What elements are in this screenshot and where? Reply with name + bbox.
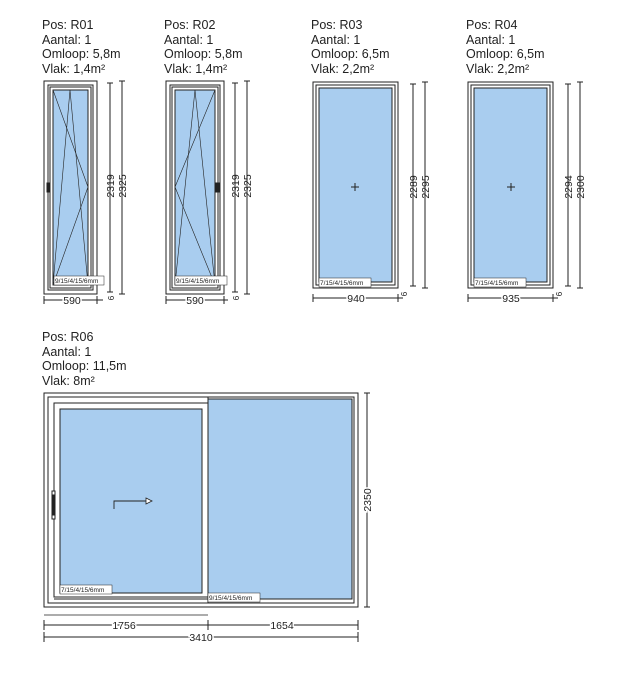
handle (216, 183, 219, 192)
pos-label: Pos: R01 (42, 18, 94, 32)
small-dim-label: 6 (107, 295, 116, 301)
width-total-label: 3410 (189, 632, 213, 644)
width-label: 935 (502, 293, 520, 305)
glass-spec-label: 9/15/4/15/6mm (55, 278, 99, 285)
width-label: 590 (186, 295, 204, 307)
omloop-label: Omloop: 5,8m (42, 47, 121, 61)
handle (47, 183, 50, 192)
pos-label: Pos: R06 (42, 330, 94, 344)
omloop-label: Omloop: 11,5m (42, 359, 127, 373)
glass-spec-label: 7/15/4/15/6mm (320, 280, 364, 287)
vlak-label: Vlak: 8m² (42, 373, 95, 388)
width-label: 940 (347, 293, 365, 305)
pos-label: Pos: R03 (311, 18, 363, 32)
glass-pane-right (208, 399, 352, 599)
glass-pane (53, 90, 88, 285)
height-outer-label: 2325 (117, 174, 129, 198)
height-inner-label: 2319 (105, 174, 117, 198)
height-outer-label: 2295 (420, 175, 432, 199)
omloop-label: Omloop: 6,5m (311, 47, 390, 61)
height-inner-label: 2319 (230, 174, 242, 198)
glass-spec-label-right: 9/15/4/15/6mm (209, 595, 253, 602)
aantal-label: Aantal: 1 (164, 32, 214, 47)
pos-label: Pos: R04 (466, 18, 518, 32)
aantal-label: Aantal: 1 (42, 344, 92, 359)
vlak-label: Vlak: 2,2m² (311, 61, 375, 76)
glass-spec-label: 7/15/4/15/6mm (475, 280, 519, 287)
width-left-label: 1756 (112, 620, 136, 632)
vlak-label: Vlak: 1,4m² (164, 61, 228, 76)
small-dim-label: 6 (232, 295, 241, 301)
height-outer-label: 2325 (242, 174, 254, 198)
height-inner-label: 2289 (408, 175, 420, 199)
vlak-label: Vlak: 2,2m² (466, 61, 530, 76)
small-dim-label: 6 (555, 291, 564, 297)
glass-spec-label: 9/15/4/15/6mm (176, 278, 220, 285)
pos-label: Pos: R02 (164, 18, 216, 32)
window-r06 (44, 393, 370, 642)
aantal-label: Aantal: 1 (466, 32, 516, 47)
width-label: 590 (63, 295, 81, 307)
height-label: 2350 (362, 488, 374, 512)
aantal-label: Aantal: 1 (311, 32, 361, 47)
height-outer-label: 2300 (575, 175, 587, 199)
glass-spec-label-left: 7/15/4/15/6mm (61, 587, 105, 594)
omloop-label: Omloop: 5,8m (164, 47, 243, 61)
vlak-label: Vlak: 1,4m² (42, 61, 106, 76)
width-right-label: 1654 (270, 620, 294, 632)
height-inner-label: 2294 (563, 175, 575, 199)
aantal-label: Aantal: 1 (42, 32, 92, 47)
glass-pane (175, 90, 215, 285)
small-dim-label: 6 (400, 291, 409, 297)
omloop-label: Omloop: 6,5m (466, 47, 545, 61)
